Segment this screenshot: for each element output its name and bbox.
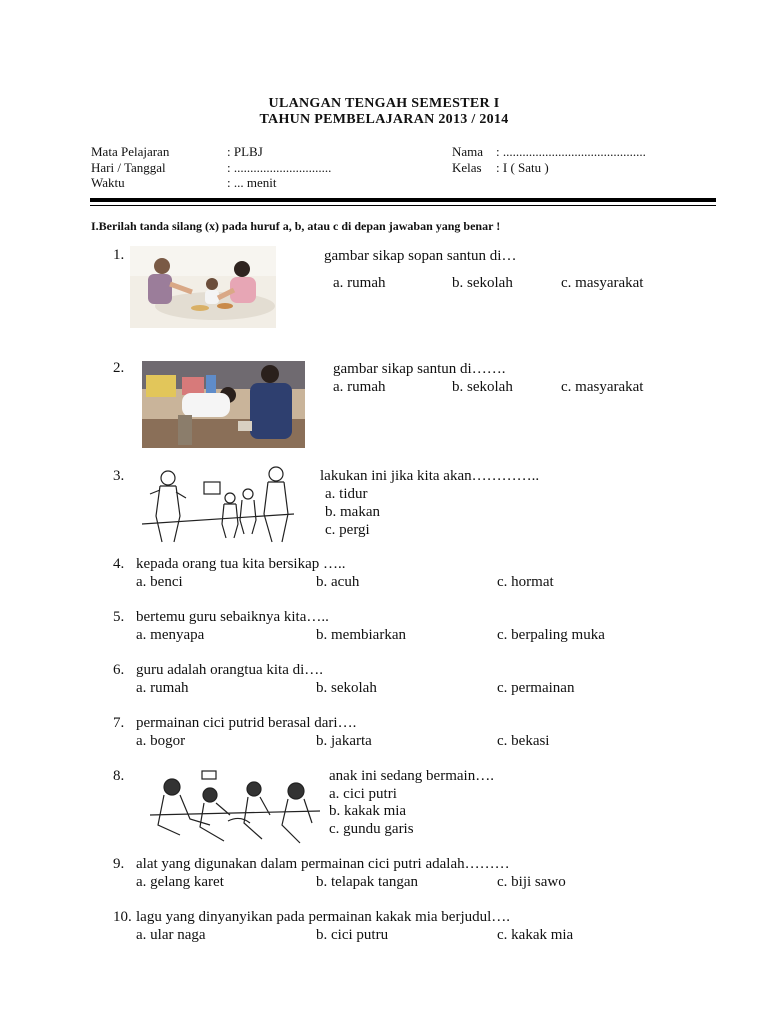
question-text: gambar sikap santun di…….: [333, 361, 506, 377]
question-text: gambar sikap sopan santun di…: [324, 248, 517, 264]
name-value: : ............................................: [496, 144, 646, 159]
question-text: alat yang digunakan dalam permainan cici putri adalah………: [136, 856, 510, 872]
option-a[interactable]: a. rumah: [333, 275, 386, 291]
option-c[interactable]: c. biji sawo: [497, 874, 566, 890]
question-number: 10.: [113, 909, 132, 925]
question-text: permainan cici putrid berasal dari….: [136, 715, 357, 731]
separator-thick: [90, 198, 716, 202]
family-dinner-photo: [130, 246, 276, 328]
option-b[interactable]: b. jakarta: [316, 733, 372, 749]
option-c[interactable]: c. bekasi: [497, 733, 550, 749]
student-greeting-teacher-photo: [142, 361, 305, 448]
question-text: kepada orang tua kita bersikap …..: [136, 556, 346, 572]
option-c[interactable]: c. masyarakat: [561, 275, 644, 291]
option-a[interactable]: a. tidur: [325, 486, 368, 502]
class-label: Kelas: [452, 160, 482, 175]
question-number: 3.: [113, 468, 125, 484]
option-a[interactable]: a. cici putri: [329, 786, 397, 802]
option-b[interactable]: b. sekolah: [316, 680, 377, 696]
time-label: Waktu: [91, 175, 125, 190]
option-b[interactable]: b. kakak mia: [329, 803, 407, 819]
question-number: 2.: [113, 360, 125, 376]
option-b[interactable]: b. sekolah: [452, 275, 513, 291]
subject-value: : PLBJ: [227, 144, 263, 159]
question-number: 9.: [113, 856, 125, 872]
option-c[interactable]: c. berpaling muka: [497, 627, 605, 643]
question-text: lakukan ini jika kita akan…………..: [320, 468, 540, 484]
option-b[interactable]: b. membiarkan: [316, 627, 406, 643]
option-a[interactable]: a. rumah: [136, 680, 189, 696]
option-a[interactable]: a. gelang karet: [136, 874, 224, 890]
option-c[interactable]: c. permainan: [497, 680, 575, 696]
instruction: I.Berilah tanda silang (x) pada huruf a, b, atau c di depan jawaban yang benar !: [91, 219, 501, 233]
separator-thin: [90, 205, 716, 206]
option-a[interactable]: a. rumah: [333, 379, 386, 395]
option-a[interactable]: a. ular naga: [136, 927, 206, 943]
option-b[interactable]: b. cici putru: [316, 927, 389, 943]
option-b[interactable]: b. acuh: [316, 574, 360, 590]
exam-year: TAHUN PEMBELAJARAN 2013 / 2014: [259, 112, 509, 127]
exam-title: ULANGAN TENGAH SEMESTER I: [268, 96, 500, 111]
family-leaving-sketch: [142, 464, 294, 544]
option-c[interactable]: c. pergi: [325, 522, 370, 538]
option-b[interactable]: b. sekolah: [452, 379, 513, 395]
children-playing-sketch: [150, 765, 320, 849]
question-number: 4.: [113, 556, 125, 572]
option-b[interactable]: b. telapak tangan: [316, 874, 419, 890]
question-number: 6.: [113, 662, 125, 678]
question-text: bertemu guru sebaiknya kita…..: [136, 609, 329, 625]
question-text: lagu yang dinyanyikan pada permainan kakak mia berjudul….: [136, 909, 511, 925]
option-c[interactable]: c. kakak mia: [497, 927, 574, 943]
date-label: Hari / Tanggal: [91, 160, 166, 175]
option-a[interactable]: a. bogor: [136, 733, 186, 749]
option-c[interactable]: c. masyarakat: [561, 379, 644, 395]
option-c[interactable]: c. hormat: [497, 574, 554, 590]
date-value: : ..............................: [227, 160, 332, 175]
question-text: guru adalah orangtua kita di….: [136, 662, 324, 678]
time-value: : ... menit: [227, 175, 277, 190]
option-a[interactable]: a. benci: [136, 574, 183, 590]
question-text: anak ini sedang bermain….: [329, 768, 494, 784]
subject-label: Mata Pelajaran: [91, 144, 170, 159]
option-b[interactable]: b. makan: [325, 504, 380, 520]
class-value: : I ( Satu ): [496, 160, 549, 175]
question-number: 7.: [113, 715, 125, 731]
question-number: 8.: [113, 768, 125, 784]
question-number: 5.: [113, 609, 125, 625]
option-c[interactable]: c. gundu garis: [329, 821, 414, 837]
option-a[interactable]: a. menyapa: [136, 627, 205, 643]
name-label: Nama: [452, 144, 484, 159]
question-number: 1.: [113, 247, 125, 263]
